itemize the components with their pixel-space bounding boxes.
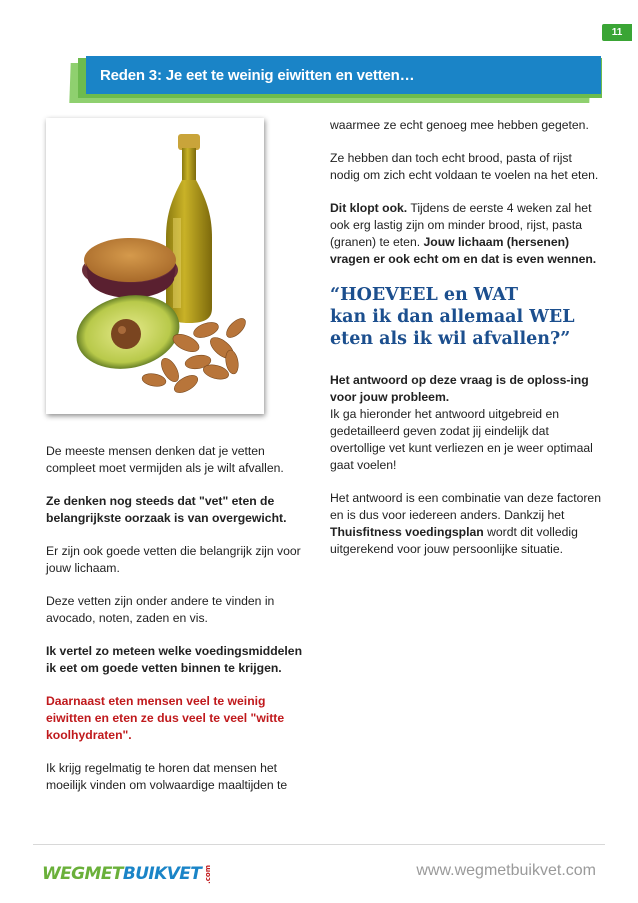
pull-quote: “HOEVEEL en WAT kan ik dan allemaal WEL eten als ik wil afvallen?” bbox=[330, 285, 575, 349]
paragraph-mixed: Het antwoord is een combinatie van deze factoren en is dus voor iedereen anders. Dankzij het Thuisfitness voedingsplan wordt dit volledig uitgerekend voor jouw persoonlijke situatie. bbox=[330, 491, 601, 556]
paragraph: Ik krijg regelmatig te horen dat mensen het moeilijk vinden om volwaardige maaltijden te bbox=[46, 761, 288, 792]
left-column bbox=[46, 443, 314, 810]
paragraph-bold: Ik vertel zo meteen welke voedingsmiddelen ik eet om goede vetten binnen te krijgen. bbox=[46, 644, 303, 675]
olive-oil-avocado-almonds-illustration bbox=[46, 118, 264, 414]
paragraph: De meeste mensen denken dat je vetten compleet moet vermijden als je wilt afvallen. bbox=[46, 444, 284, 475]
food-photo bbox=[46, 118, 264, 414]
section-banner bbox=[86, 56, 601, 94]
footer-divider bbox=[33, 844, 605, 845]
brand-logo: WEGMET BUIKVET .com bbox=[42, 864, 213, 884]
paragraph-highlight: Daarnaast eten mensen veel te weinig eiwitten en eten ze dus veel te veel "witte koolhydraten". bbox=[46, 694, 285, 742]
paragraph-mixed: Dit klopt ook. Tijdens de eerste 4 weken zal het ook erg lastig zijn om minder brood, rijst, pasta (granen) te eten. Jouw lichaam (hersenen) vragen er ook echt om en dat is even wennen. bbox=[330, 201, 597, 266]
paragraph: Ze hebben dan toch echt brood, pasta of rijst nodig om zich echt voldaan te voelen na het eten. bbox=[330, 151, 599, 182]
paragraph-mixed: Het antwoord op deze vraag is de oploss-ing voor jouw probleem. Ik ga hieronder het antwoord uitgebreid en gedetailleerd geven zodat jij eindelijk dat overtollige vet kunt verliezen en je weer optimaal gaat voelen! bbox=[330, 373, 593, 472]
paragraph: Er zijn ook goede vetten die belangrijk zijn voor jouw lichaam. bbox=[46, 544, 301, 575]
paragraph-bold: Ze denken nog steeds dat "vet" eten de belangrijkste oorzaak is van overgewicht. bbox=[46, 494, 287, 525]
right-column bbox=[330, 117, 602, 574]
section-title: Reden 3: Je eet te weinig eiwitten en vetten… bbox=[100, 66, 415, 84]
paragraph: Deze vetten zijn onder andere te vinden in avocado, noten, zaden en vis. bbox=[46, 594, 275, 625]
footer-url: www.wegmetbuikvet.com bbox=[416, 862, 596, 879]
paragraph: waarmee ze echt genoeg mee hebben gegeten. bbox=[330, 118, 589, 132]
page-number: 11 bbox=[602, 24, 632, 41]
